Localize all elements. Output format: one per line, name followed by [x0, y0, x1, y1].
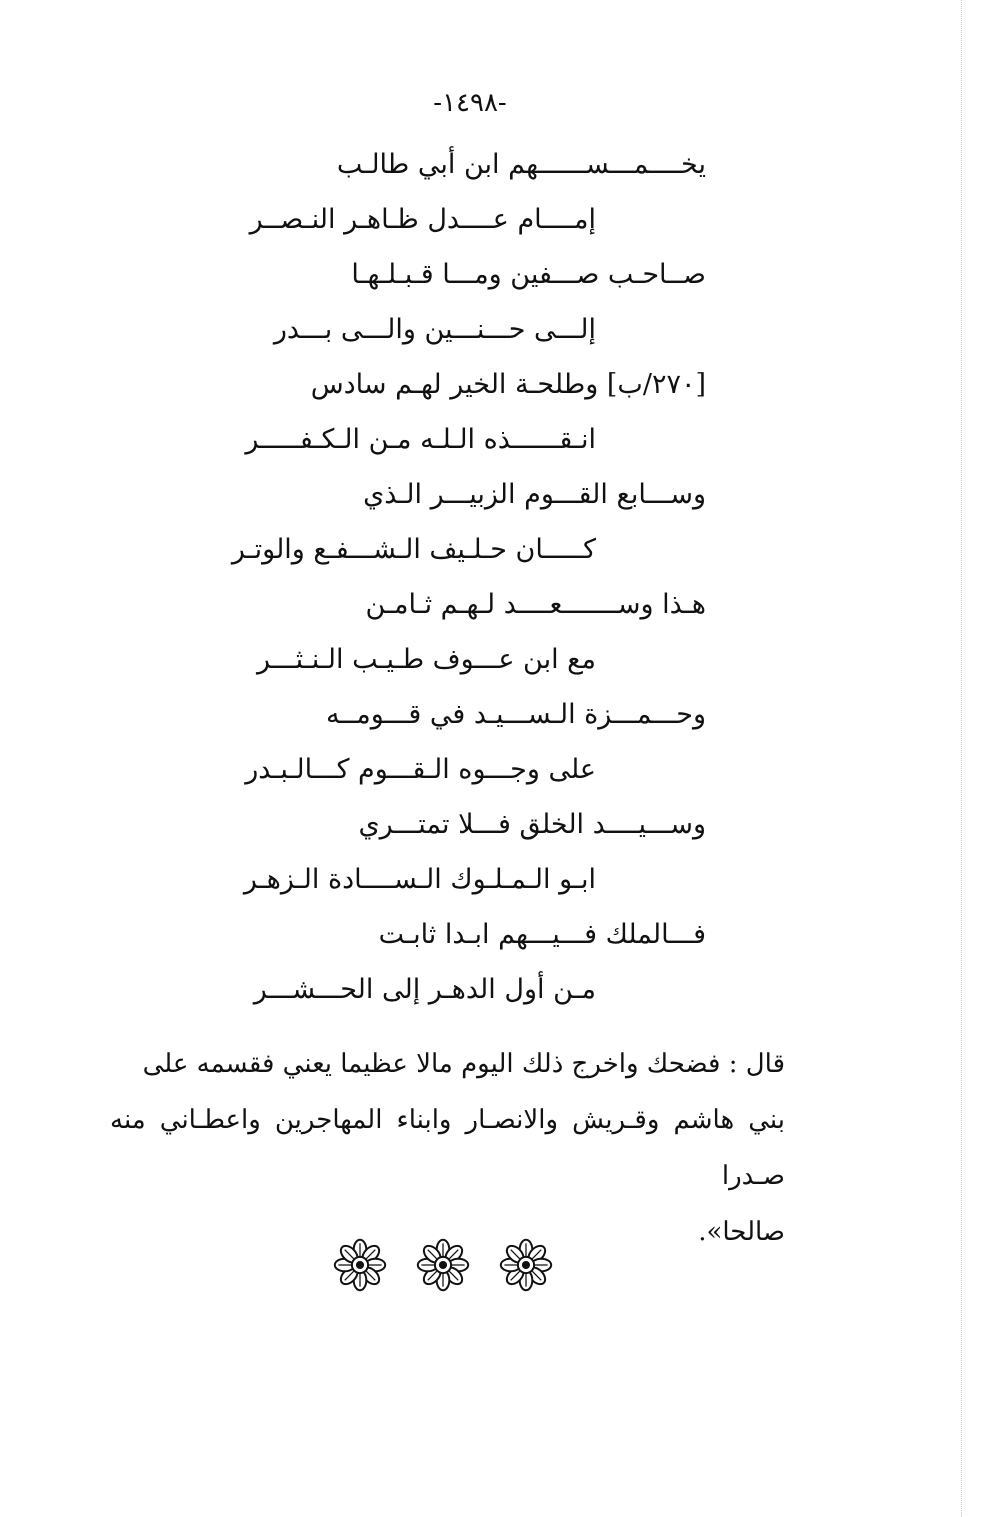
prose-line-1: قال : فضحك واخرج ذلك اليوم مالا عظيما يعني فقسمه على: [142, 1049, 785, 1079]
page-number: -١٤٩٨-: [433, 88, 507, 118]
page-edge-line: [961, 0, 962, 1517]
verse-line-4: إلـــى حـــنـــين والـــى بـــدر: [273, 314, 596, 345]
verse-line-6: انـقــــــذه الـلـه مـن الـكـفـــــر: [245, 424, 596, 455]
prose-paragraph: [110, 1036, 785, 1260]
verse-line-5: [٢٧٠/ب] وطلحـة الخير لهـم سادس: [310, 369, 706, 400]
flower-ornament-icon: [416, 1238, 470, 1292]
verse-line-13: وســـيــــد الخلق فـــلا تمتـــري: [358, 809, 706, 840]
verse-line-8: كـــــان حـلـيف الـشـــفـع والوتـر: [231, 534, 596, 565]
verse-line-1: يخــــمـــســــــهم ابن أبي طالـب: [336, 149, 706, 180]
verse-line-9: هـذا وســـــــعــــد لـهـم ثـامـن: [365, 589, 706, 620]
prose-line-3: صالحا».: [698, 1217, 785, 1247]
verse-line-7: وســـابع القـــوم الزبيـــر الـذي: [363, 479, 706, 510]
verse-line-3: صــاحـب صـــفين ومـــا قـبـلـهـا: [351, 259, 706, 290]
prose-line-2: بني هاشم وقـريش والانصـار وابناء المهاجرين واعطـاني منه صـدرا: [110, 1105, 785, 1191]
verse-line-10: مع ابن عـــوف طـيـب الـنـثـــر: [257, 644, 596, 675]
verse-line-2: إمــــام عــــدل ظـاهـر النـصــر: [249, 204, 596, 235]
ornament-divider: [333, 1235, 553, 1295]
verse-line-12: على وجـــوه الـقـــوم كـــالـبـدر: [245, 754, 596, 785]
verse-line-15: فـــالملك فـــيـــهم ابـدا ثابـت: [378, 919, 706, 950]
flower-ornament-icon: [499, 1238, 553, 1292]
verse-line-16: مـن أول الدهـر إلى الحـــشـــر: [253, 974, 596, 1005]
flower-ornament-icon: [333, 1238, 387, 1292]
verse-line-11: وحـــمـــزة الـســـيـد في قـــومــه: [325, 699, 706, 730]
verse-line-14: ابـو الـمـلـوك الـســــادة الـزهـر: [243, 864, 596, 895]
